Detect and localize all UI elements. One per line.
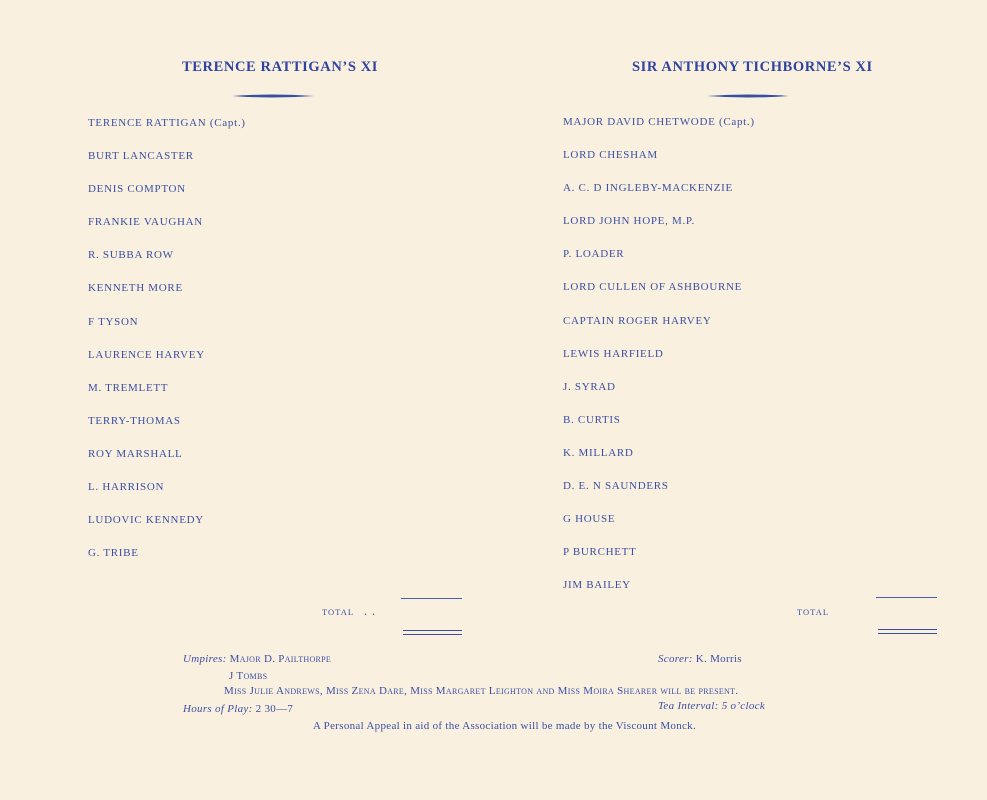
player-name: P BURCHETT xyxy=(563,546,637,559)
player-name: G HOUSE xyxy=(563,513,616,526)
player-name: TERENCE RATTIGAN (Capt.) xyxy=(88,117,246,129)
player-name: JIM BAILEY xyxy=(563,579,631,592)
scorer-line xyxy=(658,653,742,665)
right-title-flourish xyxy=(707,93,789,99)
umpire-1: Major D. Pailthorpe xyxy=(229,653,332,665)
player-name: BURT LANCASTER xyxy=(88,150,194,163)
player-name: LORD JOHN HOPE, M.P. xyxy=(563,215,695,228)
tea-value: 5 o’clock xyxy=(721,700,766,712)
player-name: M. TREMLETT xyxy=(88,381,169,394)
left-total-double-rule xyxy=(403,630,462,635)
player-name: F TYSON xyxy=(88,315,139,328)
guests-present-line: Miss Julie Andrews, Miss Zena Dare, Miss Margaret Leighton and Miss Moira Shearer will be present. xyxy=(224,685,739,697)
player-name: A. C. D INGLEBY-MACKENZIE xyxy=(563,182,733,195)
player-name: CAPTAIN ROGER HARVEY xyxy=(563,314,712,327)
player-name: LEWIS HARFIELD xyxy=(563,347,664,360)
player-name: TERRY-THOMAS xyxy=(88,414,181,427)
umpires-label: Umpires: xyxy=(183,653,227,665)
tea-line xyxy=(658,700,765,712)
right-team-title: SIR ANTHONY TICHBORNE’S XI xyxy=(632,59,873,75)
right-total-double-rule xyxy=(878,629,937,634)
umpires-line xyxy=(183,653,331,665)
hours-label: Hours of Play: xyxy=(183,703,253,715)
player-name: KENNETH MORE xyxy=(88,282,183,295)
right-total-rule xyxy=(876,597,937,598)
player-name: DENIS COMPTON xyxy=(88,183,186,196)
left-player-list xyxy=(88,115,246,578)
appeal-line: A Personal Appeal in aid of the Association will be made by the Viscount Monck. xyxy=(313,720,697,732)
left-total-rule xyxy=(401,598,462,599)
player-name: P. LOADER xyxy=(563,248,625,261)
player-name: FRANKIE VAUGHAN xyxy=(88,216,203,229)
player-name: K. MILLARD xyxy=(563,446,634,459)
player-name: LAURENCE HARVEY xyxy=(88,348,205,361)
player-name: LORD CULLEN OF ASHBOURNE xyxy=(563,281,743,294)
left-total-label: TOTAL xyxy=(322,607,355,617)
scorer-label: Scorer: xyxy=(658,653,693,665)
player-name: ROY MARSHALL xyxy=(88,447,183,460)
player-name: LUDOVIC KENNEDY xyxy=(88,514,204,527)
right-player-list xyxy=(563,114,755,610)
player-name: G. TRIBE xyxy=(88,547,139,560)
player-name: L. HARRISON xyxy=(88,481,165,494)
tea-label: Tea Interval: xyxy=(658,700,719,712)
player-name: R. SUBBA ROW xyxy=(88,249,174,262)
player-name: J. SYRAD xyxy=(563,380,616,393)
left-team-title: TERENCE RATTIGAN’S XI xyxy=(182,59,379,75)
right-total-label: TOTAL xyxy=(797,607,830,617)
left-total-dots: . . xyxy=(364,604,376,618)
left-title-flourish xyxy=(232,93,314,99)
hours-value: 2 30—7 xyxy=(255,703,294,715)
hours-line xyxy=(183,703,293,715)
player-name: LORD CHESHAM xyxy=(563,149,658,162)
player-name: MAJOR DAVID CHETWODE (Capt.) xyxy=(563,116,755,128)
umpire-2: J Tombs xyxy=(229,670,268,682)
player-name: D. E. N SAUNDERS xyxy=(563,480,669,493)
player-name: B. CURTIS xyxy=(563,413,621,426)
scorer-name: K. Morris xyxy=(695,653,742,665)
